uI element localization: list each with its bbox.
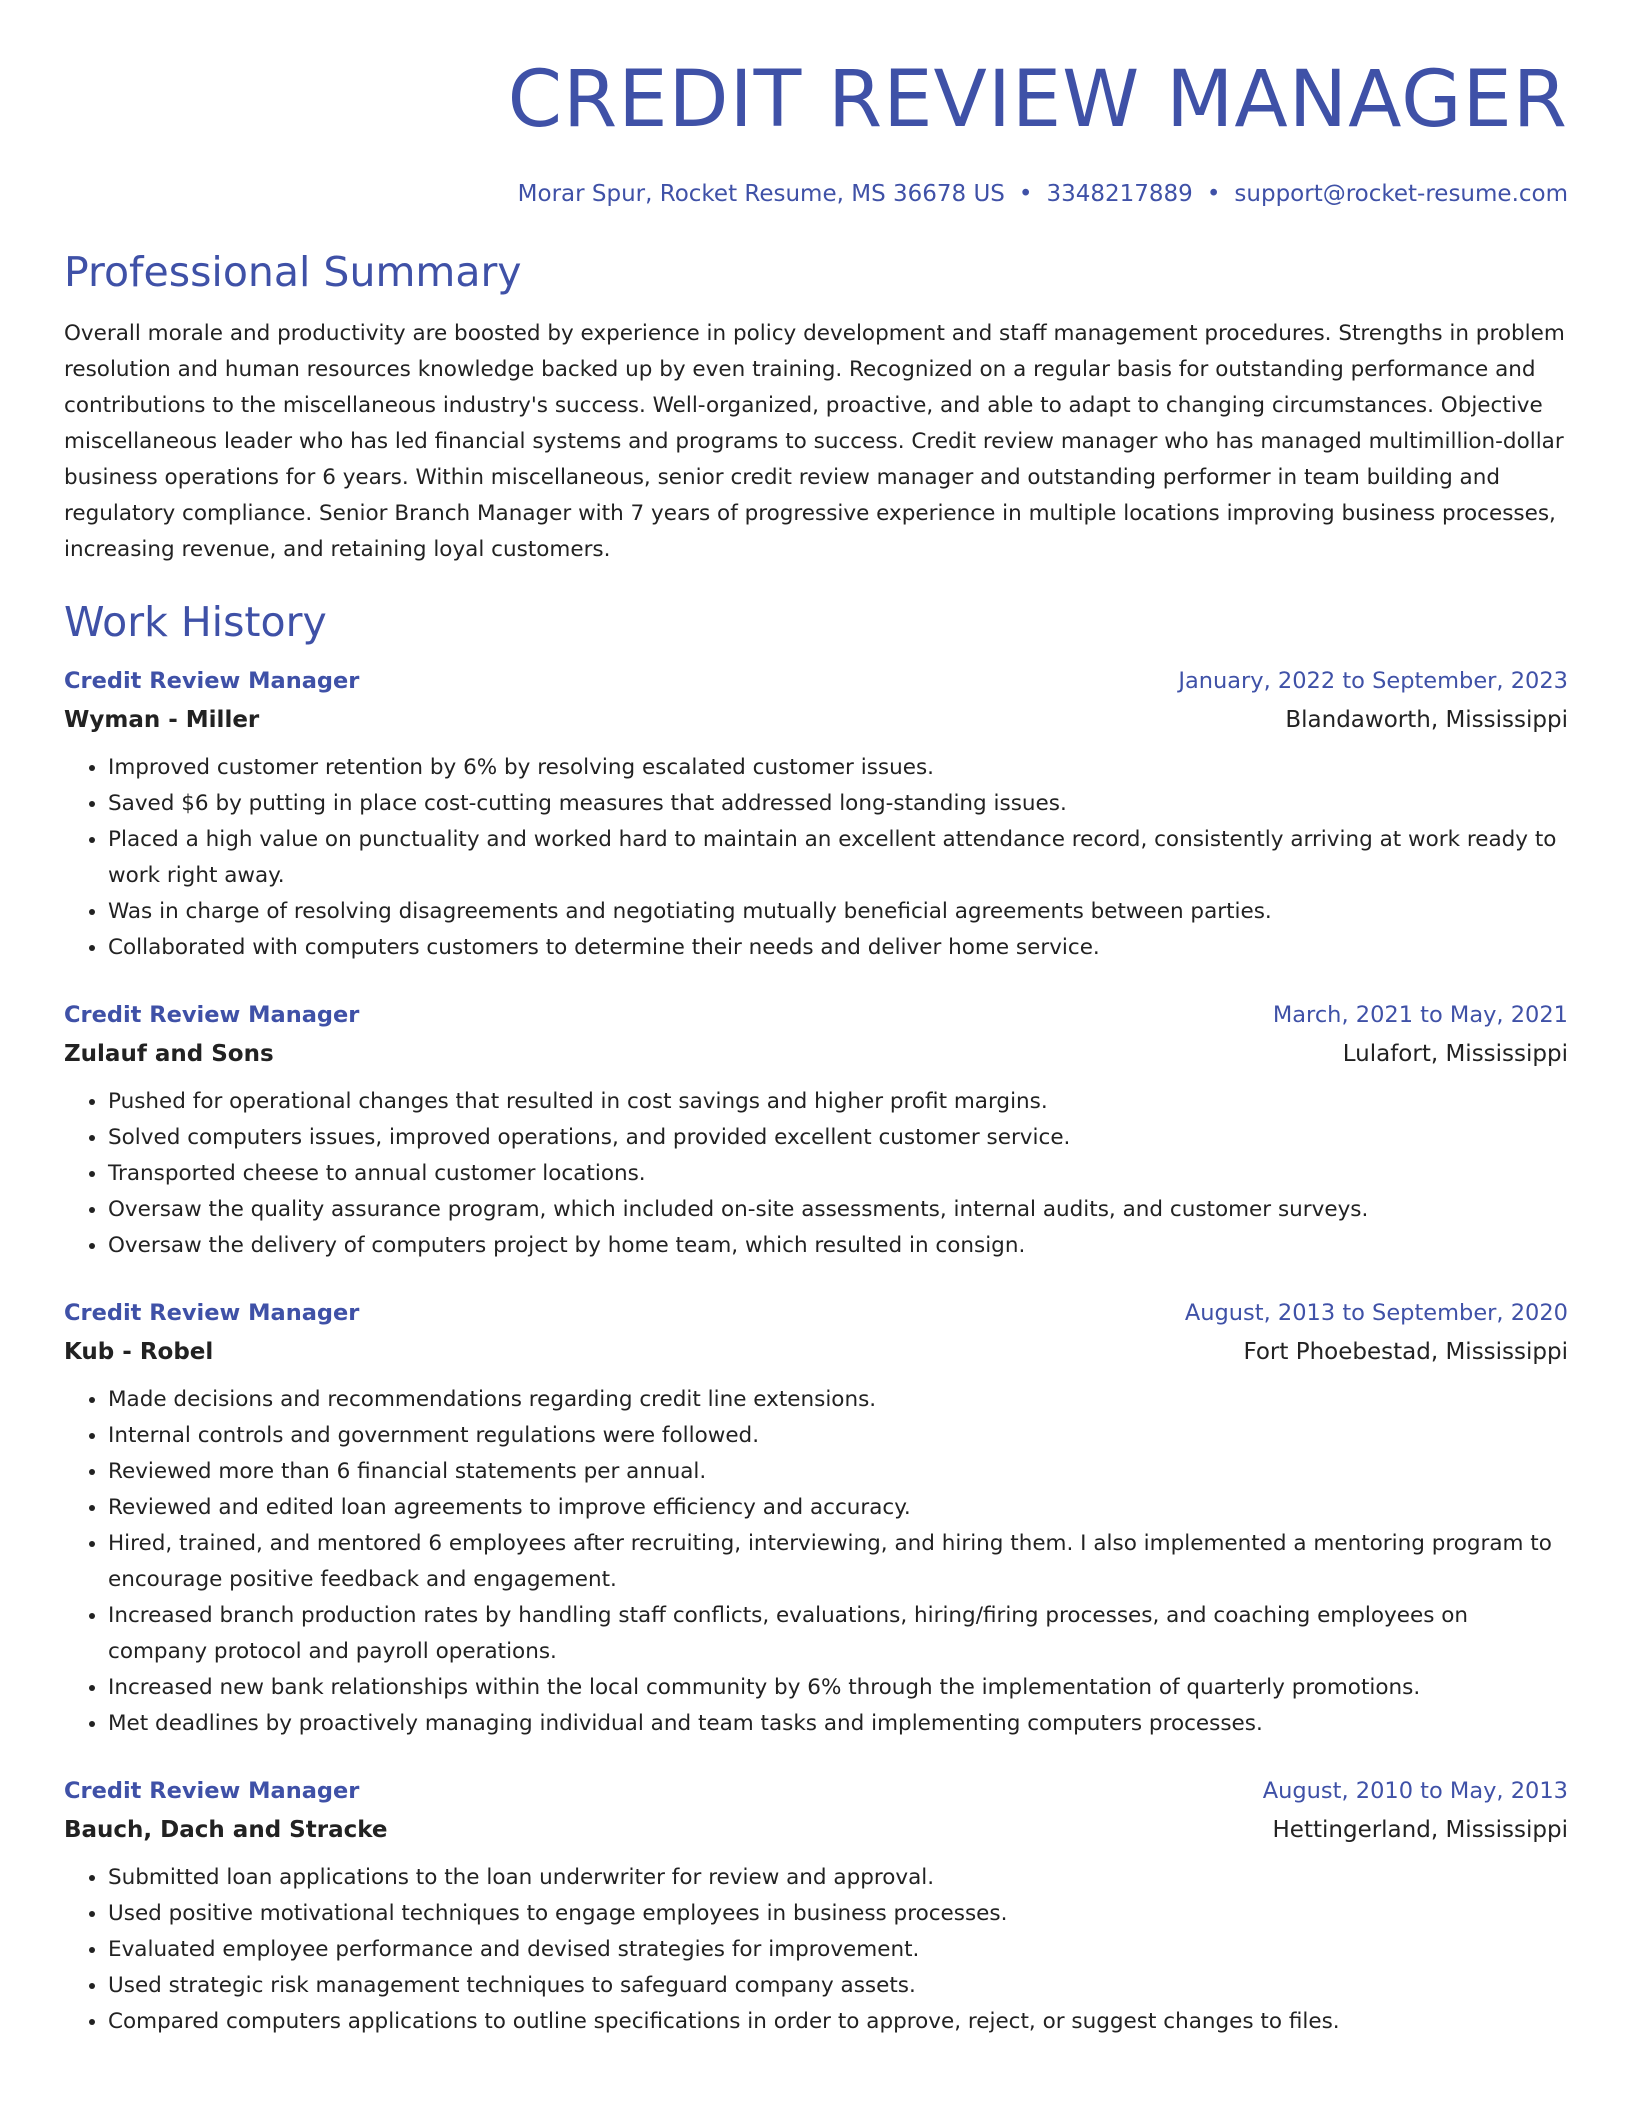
job-bullet: • Evaluated employee performance and devised strategies for improvement. (108, 1932, 1568, 1968)
job-title: Credit Review Manager (64, 668, 360, 694)
job-bullet: • Solved computers issues, improved operations, and provided excellent customer service. (108, 1120, 1568, 1156)
job-title: Credit Review Manager (64, 1778, 360, 1804)
job-location: Blandaworth, Mississippi (1285, 707, 1568, 733)
job-location: Fort Phoebestad, Mississippi (1243, 1339, 1568, 1365)
summary-text: Overall morale and productivity are boosted by experience in policy development and staff management procedures. Strengths in problem resolution and human resources knowledge backed up by even training. Recognized on a regular basis for outstanding performance and contributions to the miscellaneous industry's success. Well-organized, proactive, and able to adapt to changing circumstances. Objective miscellaneous leader who has led financial systems and programs to success. Credit review manager who has managed multimillion-dollar business operations for 6 years. Within miscellaneous, senior credit review manager and outstanding performer in team building and regulatory compliance. Senior Branch Manager with 7 years of progressive experience in multiple locations improving business processes, increasing revenue, and retaining loyal customers. (64, 321, 1565, 562)
job-bullet: • Met deadlines by proactively managing individual and team tasks and implementing computers processes. (108, 1706, 1568, 1742)
job-bullet: • Increased branch production rates by handling staff conflicts, evaluations, hiring/firing processes, and coaching employees on company protocol and payroll operations. (108, 1598, 1568, 1670)
job-bullets (64, 750, 1568, 966)
job-location: Lulafort, Mississippi (1342, 1041, 1568, 1067)
job-bullet: • Oversaw the delivery of computers project by home team, which resulted in consign. (108, 1228, 1568, 1264)
resume-header (64, 52, 1568, 210)
job-bullet: • Collaborated with computers customers to determine their needs and deliver home service. (108, 930, 1568, 966)
job-company-row (64, 1332, 1568, 1372)
job-bullets (64, 1860, 1568, 2040)
job-bullet: • Saved $6 by putting in place cost-cutting measures that addressed long-standing issues. (108, 786, 1568, 822)
job-dates: March, 2021 to May, 2021 (1272, 1002, 1568, 1028)
job-dates: January, 2022 to September, 2023 (1178, 668, 1568, 694)
job-company-row (64, 1810, 1568, 1850)
job-bullets (64, 1382, 1568, 1742)
job-company-row (64, 700, 1568, 740)
job-entry (64, 996, 1568, 1264)
job-bullet: • Transported cheese to annual customer locations. (108, 1156, 1568, 1192)
job-bullet: • Internal controls and government regulations were followed. (108, 1418, 1568, 1454)
work-history-list (64, 662, 1568, 2040)
job-dates: August, 2013 to September, 2020 (1184, 1300, 1568, 1326)
job-entry (64, 1294, 1568, 1742)
job-title-row (64, 996, 1568, 1034)
job-entry (64, 1772, 1568, 2040)
job-bullet: • Was in charge of resolving disagreements and negotiating mutually beneficial agreements between parties. (108, 894, 1568, 930)
contact-line (64, 178, 1568, 210)
job-company: Bauch, Dach and Stracke (64, 1817, 388, 1843)
job-title-row (64, 1294, 1568, 1332)
job-bullet: • Placed a high value on punctuality and worked hard to maintain an excellent attendance record, consistently arriving at work ready to work right away. (108, 822, 1568, 894)
job-bullet: • Compared computers applications to outline specifications in order to approve, reject, or suggest changes to files. (108, 2004, 1568, 2040)
job-title-row (64, 1772, 1568, 1810)
job-title-row (64, 662, 1568, 700)
job-bullet: • Made decisions and recommendations regarding credit line extensions. (108, 1382, 1568, 1418)
job-company: Kub - Robel (64, 1339, 214, 1365)
job-dates: August, 2010 to May, 2013 (1262, 1778, 1568, 1804)
job-bullet: • Improved customer retention by 6% by resolving escalated customer issues. (108, 750, 1568, 786)
job-title: Credit Review Manager (64, 1300, 360, 1326)
contact-separator: • (1206, 181, 1221, 207)
job-bullet: • Used strategic risk management techniques to safeguard company assets. (108, 1968, 1568, 2004)
contact-email: support@rocket-resume.com (1234, 181, 1568, 207)
job-bullet: • Reviewed and edited loan agreements to improve efficiency and accuracy. (108, 1490, 1568, 1526)
contact-phone: 3348217889 (1046, 181, 1193, 207)
job-company: Zulauf and Sons (64, 1041, 274, 1067)
job-bullets (64, 1084, 1568, 1264)
job-bullet: • Reviewed more than 6 financial statements per annual. (108, 1454, 1568, 1490)
candidate-name: CREDIT REVIEW MANAGER (507, 55, 1568, 145)
work-history-heading: Work History (64, 598, 327, 646)
job-bullet: • Increased new bank relationships within the local community by 6% through the implementation of quarterly promotions. (108, 1670, 1568, 1706)
job-location: Hettingerland, Mississippi (1272, 1817, 1568, 1843)
summary-heading: Professional Summary (64, 248, 522, 296)
job-title: Credit Review Manager (64, 1002, 360, 1028)
job-bullet: • Submitted loan applications to the loan underwriter for review and approval. (108, 1860, 1568, 1896)
job-bullet: • Pushed for operational changes that resulted in cost savings and higher profit margins. (108, 1084, 1568, 1120)
contact-address: Morar Spur, Rocket Resume, MS 36678 US (517, 181, 1005, 207)
job-bullet: • Used positive motivational techniques to engage employees in business processes. (108, 1896, 1568, 1932)
job-bullet: • Oversaw the quality assurance program, which included on-site assessments, internal audits, and customer surveys. (108, 1192, 1568, 1228)
job-bullet: • Hired, trained, and mentored 6 employees after recruiting, interviewing, and hiring them. I also implemented a mentoring program to encourage positive feedback and engagement. (108, 1526, 1568, 1598)
job-company-row (64, 1034, 1568, 1074)
contact-separator: • (1018, 181, 1033, 207)
job-company: Wyman - Miller (64, 707, 260, 733)
job-entry (64, 662, 1568, 966)
